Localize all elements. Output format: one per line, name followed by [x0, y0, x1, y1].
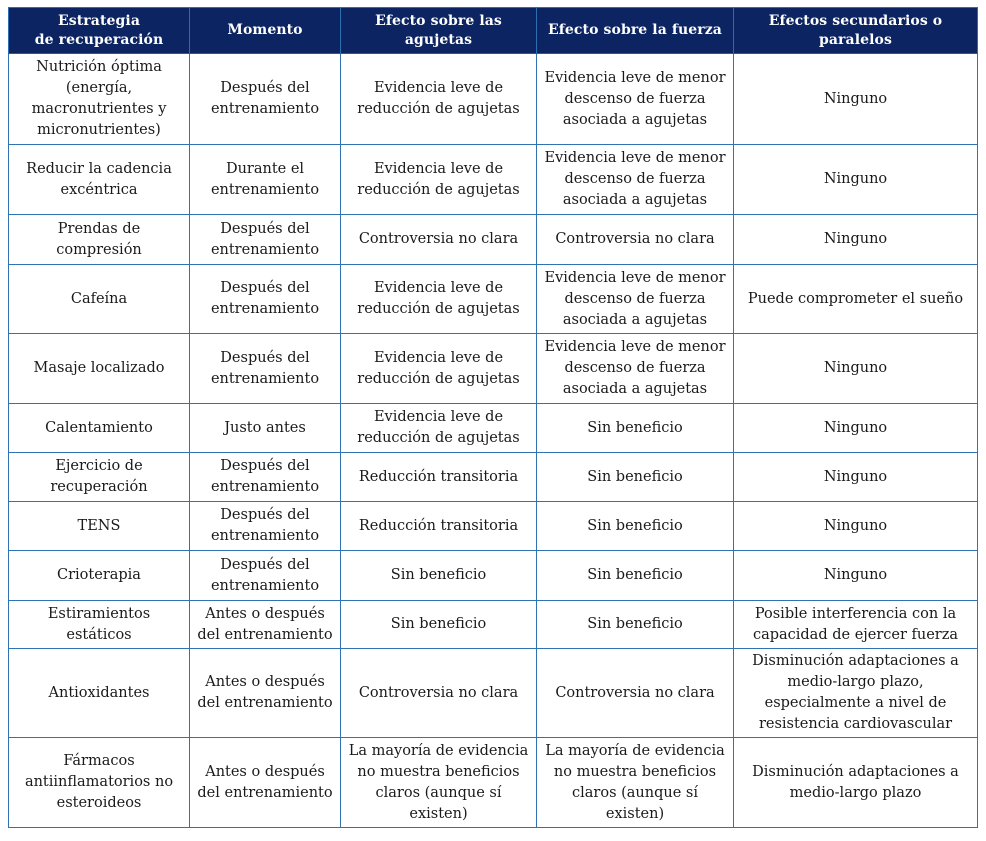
cell-text-line: Sin beneficio [587, 419, 683, 436]
cell-text-line: Masaje localizado [33, 360, 165, 376]
side-effects-cell [734, 453, 978, 502]
cell-text-line: Después del [220, 280, 310, 296]
cell-text-line: descenso de fuerza [564, 171, 706, 187]
cell-text-line: reducción de agujetas [357, 301, 520, 317]
table-row [9, 265, 978, 334]
table-row [9, 738, 978, 828]
moment-cell [190, 215, 341, 265]
cell-text-line: especialmente a nivel de [764, 695, 947, 711]
cell-text-line: Disminución adaptaciones a [752, 653, 959, 669]
cell-text-line: compresión [56, 241, 142, 258]
cell-text-line: Ninguno [823, 90, 888, 107]
cell-text-line: Cafeína [70, 290, 128, 307]
strategy-cell [9, 649, 190, 738]
strength-effect-cell [537, 453, 734, 502]
cell-text-line: Ninguno [823, 517, 888, 534]
table-row [9, 54, 978, 145]
cell-text-line: Ninguno [823, 171, 888, 187]
side-effects-cell [734, 738, 978, 828]
cell-text-line: entrenamiento [210, 181, 320, 198]
cell-text-line: Después del [220, 80, 310, 96]
strategy-cell [9, 738, 190, 828]
strategy-cell [9, 551, 190, 601]
header-row [9, 8, 978, 54]
cell-text-line: Justo antes [224, 419, 306, 436]
cell-text-line: reducción de agujetas [357, 370, 520, 387]
table-row [9, 502, 978, 551]
cell-text-line: capacidad de ejercer fuerza [752, 626, 959, 643]
cell-text-line: Sin beneficio [587, 517, 683, 534]
header-side-effects [734, 8, 978, 54]
cell-text-line: Calentamiento [45, 419, 153, 436]
cell-text-line: Prendas de [57, 220, 141, 237]
cell-text-line: Después del [220, 507, 310, 523]
header-text-line: paralelos [819, 31, 892, 48]
table-row [9, 145, 978, 215]
side-effects-cell [734, 502, 978, 551]
cell-text-line: Ninguno [823, 567, 888, 583]
table-row [9, 404, 978, 453]
cell-text-line: Después del [220, 349, 310, 366]
strategy-cell [9, 601, 190, 649]
moment-cell [190, 601, 341, 649]
soreness-effect-cell [341, 551, 537, 601]
header-strategy [9, 8, 190, 54]
soreness-effect-cell [341, 215, 537, 265]
strength-effect-cell [537, 649, 734, 738]
side-effects-cell [734, 649, 978, 738]
cell-text-line: Sin beneficio [390, 567, 487, 583]
moment-cell [190, 649, 341, 738]
cell-text-line: Controversia no clara [555, 684, 715, 701]
cell-text-line: claros (aunque sí [572, 784, 698, 801]
strategy-cell [9, 265, 190, 334]
cell-text-line: claros (aunque sí [375, 784, 502, 801]
cell-text-line: estáticos [66, 626, 132, 643]
moment-cell [190, 551, 341, 601]
cell-text-line: del entrenamiento [197, 695, 333, 711]
cell-text-line: Después del [220, 458, 310, 474]
cell-text-line: macronutrientes y [31, 101, 167, 117]
soreness-effect-cell [341, 334, 537, 404]
strength-effect-cell [537, 551, 734, 601]
cell-text-line: Fármacos [63, 753, 135, 769]
moment-cell [190, 738, 341, 828]
side-effects-cell [734, 334, 978, 404]
header-moment [190, 8, 341, 54]
header-soreness-effect [341, 8, 537, 54]
cell-text-line: medio-largo plazo [789, 784, 922, 801]
cell-text-line: excéntrica [60, 181, 138, 198]
strategy-cell [9, 453, 190, 502]
cell-text-line: La mayoría de evidencia [348, 742, 529, 759]
cell-text-line: Ejercicio de [55, 458, 143, 474]
cell-text-line: Después del [220, 556, 310, 573]
cell-text-line: antiinflamatorios no [24, 774, 174, 790]
table-row [9, 649, 978, 738]
cell-text-line: Puede comprometer el sueño [747, 290, 964, 307]
cell-text-line: Ninguno [823, 231, 888, 247]
cell-text-line: Evidencia leve de menor [544, 150, 726, 166]
cell-text-line: Ninguno [823, 468, 888, 485]
soreness-effect-cell [341, 54, 537, 145]
strength-effect-cell [537, 738, 734, 828]
cell-text-line: asociada a agujetas [562, 111, 708, 128]
cell-text-line: asociada a agujetas [562, 311, 708, 328]
header-text-line: Momento [227, 22, 303, 38]
strength-effect-cell [537, 265, 734, 334]
cell-text-line: no muestra beneficios [553, 763, 717, 780]
cell-text-line: Evidencia leve de [373, 409, 504, 425]
cell-text-line: Sin beneficio [390, 616, 487, 632]
cell-text-line: medio-largo plazo, [787, 674, 924, 690]
cell-text-line: existen) [605, 805, 665, 822]
header-text-line: de recuperación [34, 31, 164, 48]
cell-text-line: La mayoría de evidencia [545, 742, 725, 759]
cell-text-line: Evidencia leve de menor [544, 339, 726, 355]
cell-text-line: asociada a agujetas [562, 381, 708, 397]
cell-text-line: del entrenamiento [197, 626, 333, 643]
cell-text-line: entrenamiento [210, 577, 320, 594]
soreness-effect-cell [341, 404, 537, 453]
cell-text-line: (energía, [65, 80, 133, 96]
cell-text-line: recuperación [50, 479, 148, 495]
table-body [9, 54, 978, 828]
cell-text-line: entrenamiento [210, 101, 320, 117]
cell-text-line: existen) [409, 805, 468, 822]
cell-text-line: Antes o después [205, 674, 325, 690]
cell-text-line: entrenamiento [210, 241, 320, 258]
cell-text-line: Evidencia leve de [373, 280, 504, 296]
side-effects-cell [734, 601, 978, 649]
strength-effect-cell [537, 54, 734, 145]
cell-text-line: esteroideos [56, 795, 142, 811]
table-row [9, 601, 978, 649]
header-text-line: Efectos secundarios o [768, 12, 943, 29]
cell-text-line: micronutrientes) [37, 122, 161, 138]
cell-text-line: Evidencia leve de [373, 80, 504, 96]
cell-text-line: Reducir la cadencia [26, 160, 172, 177]
moment-cell [190, 145, 341, 215]
strength-effect-cell [537, 404, 734, 453]
soreness-effect-cell [341, 601, 537, 649]
cell-text-line: Evidencia leve de [373, 349, 504, 366]
header-text-line: Estrategia [57, 12, 141, 29]
moment-cell [190, 265, 341, 334]
header-text-line: Efecto sobre la fuerza [548, 22, 722, 38]
soreness-effect-cell [341, 265, 537, 334]
strength-effect-cell [537, 145, 734, 215]
moment-cell [190, 453, 341, 502]
cell-text-line: entrenamiento [210, 301, 320, 317]
table-row [9, 551, 978, 601]
strength-effect-cell [537, 334, 734, 404]
side-effects-cell [734, 265, 978, 334]
cell-text-line: Evidencia leve de menor [544, 69, 726, 86]
cell-text-line: descenso de fuerza [564, 360, 706, 376]
side-effects-cell [734, 551, 978, 601]
cell-text-line: del entrenamiento [197, 784, 333, 801]
cell-text-line: Antioxidantes [48, 684, 150, 701]
cell-text-line: Controversia no clara [555, 231, 715, 247]
strength-effect-cell [537, 215, 734, 265]
cell-text-line: reducción de agujetas [357, 101, 520, 117]
side-effects-cell [734, 145, 978, 215]
cell-text-line: entrenamiento [210, 528, 320, 544]
cell-text-line: Sin beneficio [587, 616, 683, 632]
cell-text-line: reducción de agujetas [357, 430, 520, 446]
cell-text-line: resistencia cardiovascular [758, 716, 953, 732]
header-strength-effect [537, 8, 734, 54]
cell-text-line: Reducción transitoria [358, 468, 519, 485]
cell-text-line: Ninguno [823, 419, 888, 436]
side-effects-cell [734, 54, 978, 145]
moment-cell [190, 404, 341, 453]
table-row [9, 334, 978, 404]
cell-text-line: entrenamiento [210, 479, 320, 495]
moment-cell [190, 54, 341, 145]
cell-text-line: Antes o después [205, 763, 325, 780]
strategy-cell [9, 215, 190, 265]
table-row [9, 215, 978, 265]
moment-cell [190, 334, 341, 404]
cell-text-line: Controversia no clara [358, 684, 519, 701]
soreness-effect-cell [341, 145, 537, 215]
recovery-strategies-table [8, 7, 978, 828]
cell-text-line: Antes o después [205, 605, 325, 622]
cell-text-line: Disminución adaptaciones a [752, 763, 959, 780]
strategy-cell [9, 334, 190, 404]
cell-text-line: Reducción transitoria [358, 517, 519, 534]
cell-text-line: Sin beneficio [587, 468, 683, 485]
strength-effect-cell [537, 502, 734, 551]
side-effects-cell [734, 215, 978, 265]
cell-text-line: reducción de agujetas [357, 181, 520, 198]
cell-text-line: Posible interferencia con la [754, 605, 957, 622]
strategy-cell [9, 145, 190, 215]
table-row [9, 453, 978, 502]
moment-cell [190, 502, 341, 551]
cell-text-line: Después del [220, 220, 310, 237]
header-text-line: agujetas [404, 31, 473, 48]
cell-text-line: Sin beneficio [587, 567, 683, 583]
cell-text-line: Nutrición óptima [36, 59, 162, 75]
cell-text-line: entrenamiento [210, 370, 320, 387]
strategy-cell [9, 404, 190, 453]
table-header [9, 8, 978, 54]
soreness-effect-cell [341, 649, 537, 738]
cell-text-line: Durante el [225, 160, 305, 177]
strength-effect-cell [537, 601, 734, 649]
soreness-effect-cell [341, 502, 537, 551]
soreness-effect-cell [341, 738, 537, 828]
cell-text-line: Estiramientos [47, 605, 151, 622]
cell-text-line: Evidencia leve de [373, 160, 504, 177]
cell-text-line: descenso de fuerza [564, 90, 706, 107]
cell-text-line: no muestra beneficios [357, 763, 520, 780]
cell-text-line: Controversia no clara [358, 231, 519, 247]
side-effects-cell [734, 404, 978, 453]
cell-text-line: asociada a agujetas [562, 192, 708, 208]
cell-text-line: TENS [77, 517, 121, 534]
cell-text-line: Crioterapia [57, 567, 141, 583]
cell-text-line: Ninguno [823, 360, 888, 376]
soreness-effect-cell [341, 453, 537, 502]
strategy-cell [9, 54, 190, 145]
strategy-cell [9, 502, 190, 551]
header-text-line: Efecto sobre las [375, 12, 502, 29]
cell-text-line: Evidencia leve de menor [544, 269, 726, 286]
cell-text-line: descenso de fuerza [564, 290, 706, 307]
